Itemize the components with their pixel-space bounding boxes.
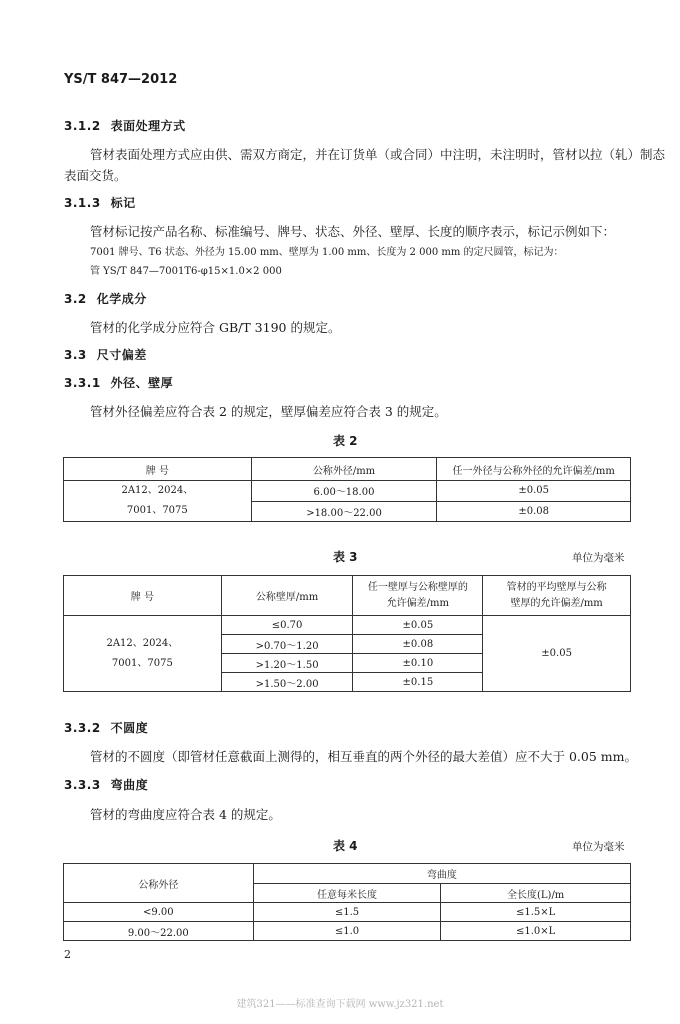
table-2-caption: 表 2 bbox=[333, 434, 358, 448]
table-header-cell bbox=[483, 576, 631, 616]
table-header-cell: 任一外径与公称外径的允许偏差/mm bbox=[437, 458, 631, 481]
table-cell: >0.70～1.20 bbox=[221, 635, 353, 654]
table-header-cell: 弯曲度 bbox=[253, 864, 630, 884]
table-header-cell: 公称外径 bbox=[64, 864, 254, 903]
page-number: 2 bbox=[64, 948, 71, 961]
table-cell: ±0.08 bbox=[437, 501, 631, 522]
marking-example-line: 管 YS/T 847—7001T6-φ15×1.0×2 000 bbox=[90, 266, 282, 277]
table-header-cell: 公称外径/mm bbox=[251, 458, 437, 481]
grade-cell bbox=[64, 616, 222, 692]
table-header-cell: 牌 号 bbox=[64, 576, 222, 616]
section-text-line: 管材的不圆度（即管材任意截面上测得的，相互垂直的两个外径的最大差值）应不大于 0.05 mm。 bbox=[90, 749, 637, 764]
table-2 bbox=[63, 457, 631, 522]
table-cell: >1.20～1.50 bbox=[221, 654, 353, 673]
table-header-cell: 全长度(L)/m bbox=[441, 884, 631, 903]
section-text-line: 管材的化学成分应符合 GB/T 3190 的规定。 bbox=[90, 320, 341, 335]
table-cell: ≤1.0 bbox=[253, 922, 441, 941]
grade-line: 7001、7075 bbox=[126, 505, 188, 516]
table-header-cell: 任意每米长度 bbox=[253, 884, 441, 903]
table-header-cell: 牌 号 bbox=[64, 458, 252, 481]
table-3 bbox=[63, 575, 631, 692]
section-text-line: 管材的弯曲度应符合表 4 的规定。 bbox=[90, 807, 281, 822]
table-cell: >18.00～22.00 bbox=[251, 501, 437, 522]
marking-example-line: 7001 牌号、T6 状态、外径为 15.00 mm、壁厚为 1.00 mm、长度为 2 000 mm 的定尺圆管，标记为： bbox=[90, 247, 564, 258]
grade-line: 2A12、2024、 bbox=[121, 485, 194, 496]
table-header-cell: 公称壁厚/mm bbox=[221, 576, 353, 616]
grade-line: 7001、7075 bbox=[111, 657, 173, 669]
table-header-cell bbox=[353, 576, 483, 616]
table-cell: ±0.15 bbox=[353, 673, 483, 692]
section-heading-3-3-1: 3.3.1 外径、壁厚 bbox=[64, 376, 174, 390]
table-cell: <9.00 bbox=[64, 903, 254, 922]
table-3-caption: 表 3 bbox=[333, 550, 358, 564]
header-line: 任一壁厚与公称壁厚的 bbox=[367, 581, 468, 593]
grade-cell bbox=[64, 481, 252, 522]
table-4-caption: 表 4 bbox=[333, 839, 358, 853]
section-heading-3-1-3: 3.1.3 标记 bbox=[64, 196, 136, 210]
table-4 bbox=[63, 863, 631, 941]
table-cell: ±0.08 bbox=[353, 635, 483, 654]
table-3-unit: 单位为毫米 bbox=[572, 552, 625, 564]
section-heading-3-3: 3.3 尺寸偏差 bbox=[64, 348, 147, 362]
table-cell: ±0.05 bbox=[353, 616, 483, 635]
section-heading-3-1-2: 3.1.2 表面处理方式 bbox=[64, 119, 186, 133]
average-tolerance-cell: ±0.05 bbox=[483, 616, 631, 692]
section-heading-3-3-2: 3.3.2 不圆度 bbox=[64, 721, 149, 735]
section-text-line: 管材标记按产品名称、标准编号、牌号、状态、外径、壁厚、长度的顺序表示，标记示例如下： bbox=[90, 224, 616, 239]
header-line: 管材的平均壁厚与公称 bbox=[506, 581, 607, 593]
watermark: 建筑321——标准查询下载网 www.jz321.net bbox=[236, 999, 444, 1010]
document-header: YS/T 847—2012 bbox=[64, 72, 178, 87]
table-cell: ±0.10 bbox=[353, 654, 483, 673]
section-heading-3-3-3: 3.3.3 弯曲度 bbox=[64, 778, 149, 792]
table-cell: 6.00～18.00 bbox=[251, 481, 437, 502]
table-4-unit: 单位为毫米 bbox=[572, 841, 625, 853]
table-cell: ≤1.5 bbox=[253, 903, 441, 922]
section-text-line: 管材外径偏差应符合表 2 的规定，壁厚偏差应符合表 3 的规定。 bbox=[90, 404, 447, 419]
table-cell: ≤1.5×L bbox=[441, 903, 631, 922]
header-line: 壁厚的允许偏差/mm bbox=[510, 597, 603, 609]
section-text-line: 管材表面处理方式应由供、需双方商定，并在订货单（或合同）中注明，未注明时，管材以拉（轧）制态 bbox=[90, 147, 666, 162]
table-cell: >1.50～2.00 bbox=[221, 673, 353, 692]
table-cell: ≤1.0×L bbox=[441, 922, 631, 941]
header-line: 允许偏差/mm bbox=[386, 597, 450, 609]
section-text-line: 表面交货。 bbox=[64, 168, 127, 183]
table-cell: 9.00～22.00 bbox=[64, 922, 254, 941]
table-cell: ≤0.70 bbox=[221, 616, 353, 635]
table-cell: ±0.05 bbox=[437, 481, 631, 502]
section-heading-3-2: 3.2 化学成分 bbox=[64, 292, 147, 306]
grade-line: 2A12、2024、 bbox=[106, 637, 179, 649]
